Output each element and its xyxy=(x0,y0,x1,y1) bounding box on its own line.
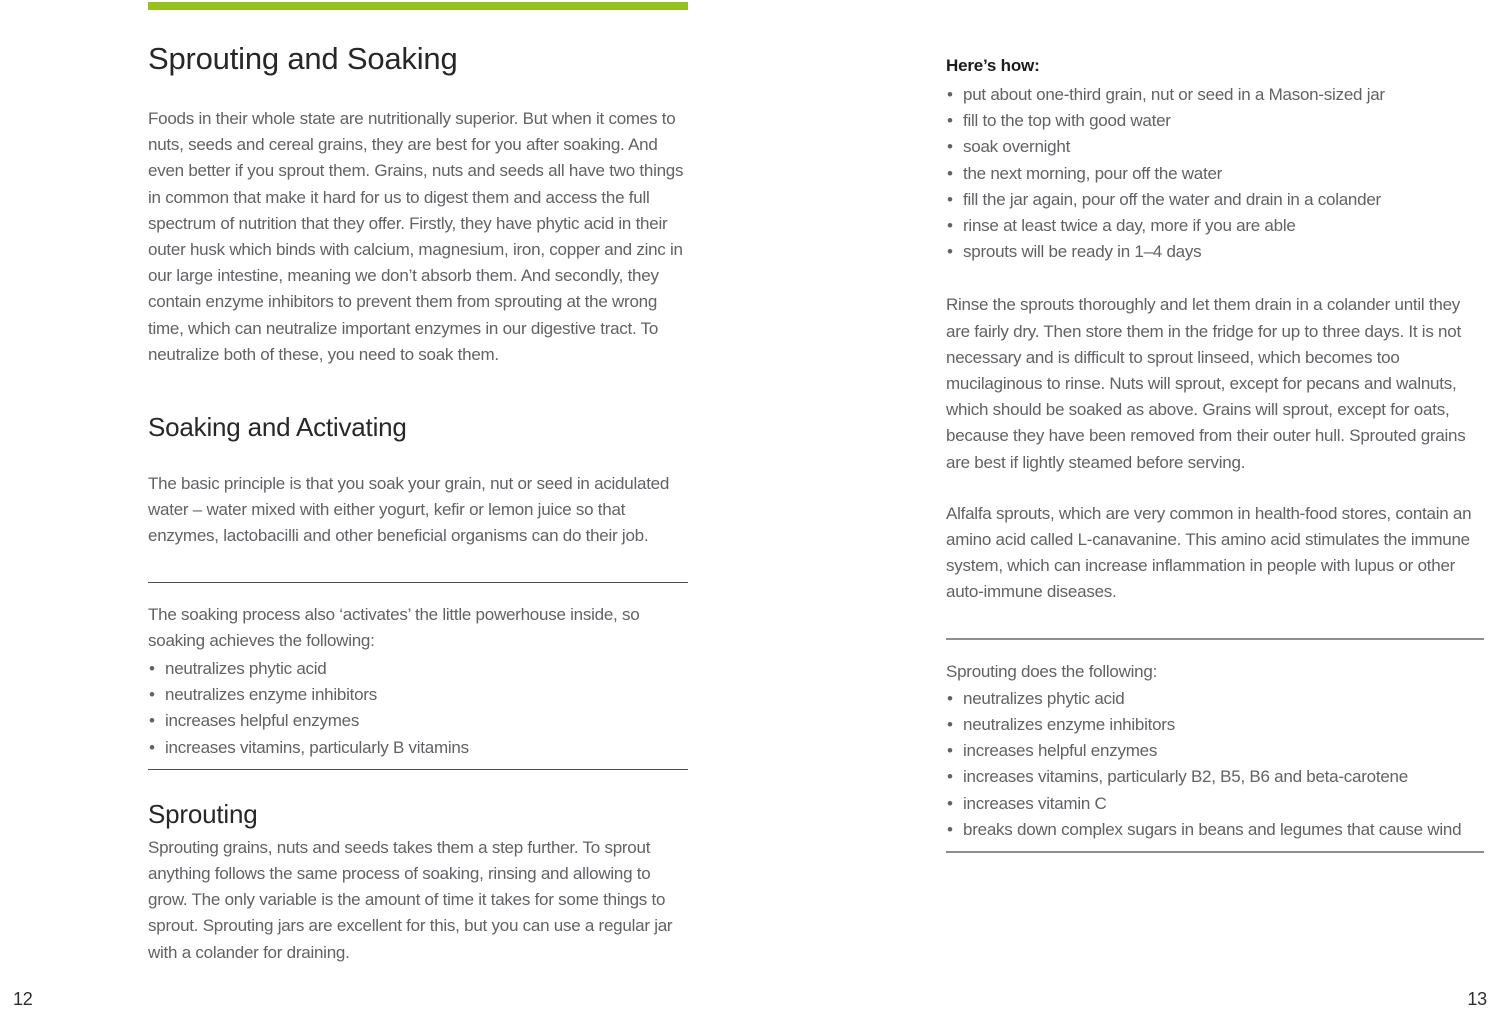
list-item: • breaks down complex sugars in beans and legumes that cause wind xyxy=(946,817,1484,843)
alfalfa-paragraph: Alfalfa sprouts, which are very common in health-food stores, contain an amino acid called L-canavanine. This amino acid stimulates the immune system, which can increase inflammation in people with lupus or other auto-immune diseases. xyxy=(946,503,1472,602)
left-page xyxy=(148,0,688,966)
list-item: • sprouts will be ready in 1–4 days xyxy=(946,239,1484,265)
divider-right-2 xyxy=(946,851,1484,853)
soaking-benefits-list xyxy=(148,656,688,761)
heres-how-list xyxy=(946,82,1484,265)
right-page xyxy=(946,0,1484,853)
page-number-right: 13 xyxy=(1467,989,1487,1009)
sprouting-does-list xyxy=(946,686,1484,843)
sprouting-does-title: Sprouting does the following: xyxy=(946,661,1158,681)
list-item: • rinse at least twice a day, more if you are able xyxy=(946,213,1484,239)
divider-left-2 xyxy=(148,769,688,770)
list-item: • put about one-third grain, nut or seed in a Mason-sized jar xyxy=(946,82,1484,108)
page-title: Sprouting and Soaking xyxy=(148,41,458,76)
list-item: • neutralizes phytic acid xyxy=(148,656,688,682)
section-title-sprouting: Sprouting xyxy=(148,798,258,829)
page-number-left: 12 xyxy=(13,989,33,1009)
list-item: • fill to the top with good water xyxy=(946,108,1484,134)
rinse-paragraph: Rinse the sprouts thoroughly and let them drain in a colander until they are fairly dry. Then store them in the fridge for up to three days. It is not necessary and is difficult to sprout linseed, which becomes too mucilaginous to rinse. Nuts will sprout, except for pecans and walnuts, which should be soaked as above. Grains will sprout, except for oats, because they have been removed from their outer hull. Sprouted grains are best if lightly steamed before serving. xyxy=(946,295,1466,472)
list-item: • increases helpful enzymes xyxy=(946,738,1484,764)
list-item: • fill the jar again, pour off the water and drain in a colander xyxy=(946,187,1484,213)
list-item: • increases vitamin C xyxy=(946,791,1484,817)
soaking-benefits-intro: The soaking process also ‘activates’ the little powerhouse inside, so soaking achieves the following: xyxy=(148,604,640,650)
divider-left-1 xyxy=(148,582,688,583)
list-item: • neutralizes enzyme inhibitors xyxy=(148,682,688,708)
list-item: • increases vitamins, particularly B vitamins xyxy=(148,735,688,761)
soaking-paragraph: The basic principle is that you soak your grain, nut or seed in acidulated water – water mixed with either yogurt, kefir or lemon juice so that enzymes, lactobacilli and other beneficial organisms can do their job. xyxy=(148,474,670,546)
heres-how-title: Here’s how: xyxy=(946,56,1040,75)
list-item: • neutralizes phytic acid xyxy=(946,686,1484,712)
list-item: • soak overnight xyxy=(946,134,1484,160)
divider-right-1 xyxy=(946,638,1484,640)
list-item: • the next morning, pour off the water xyxy=(946,161,1484,187)
section-title-soaking-activating: Soaking and Activating xyxy=(148,412,407,443)
list-item: • increases vitamins, particularly B2, B5, B6 and beta-carotene xyxy=(946,764,1484,790)
list-item: • increases helpful enzymes xyxy=(148,708,688,734)
sprouting-paragraph: Sprouting grains, nuts and seeds takes them a step further. To sprout anything follows the same process of soaking, rinsing and allowing to grow. The only variable is the amount of time it takes for some things to sprout. Sprouting jars are excellent for this, but you can use a regular jar with a colander for draining. xyxy=(148,837,673,962)
accent-bar xyxy=(148,2,688,10)
list-item: • neutralizes enzyme inhibitors xyxy=(946,712,1484,738)
intro-paragraph: Foods in their whole state are nutritionally superior. But when it comes to nuts, seeds and cereal grains, they are best for you after soaking. And even better if you sprout them. Grains, nuts and seeds all have two things in common that make it hard for us to digest them and access the full spectrum of nutrition that they offer. Firstly, they have phytic acid in their outer husk which binds with calcium, magnesium, iron, copper and zinc in our large intestine, meaning we don’t absorb them. And secondly, they contain enzyme inhibitors to prevent them from sprouting at the wrong time, which can neutralize important enzymes in our digestive tract. To neutralize both of these, you need to soak them. xyxy=(148,109,684,364)
